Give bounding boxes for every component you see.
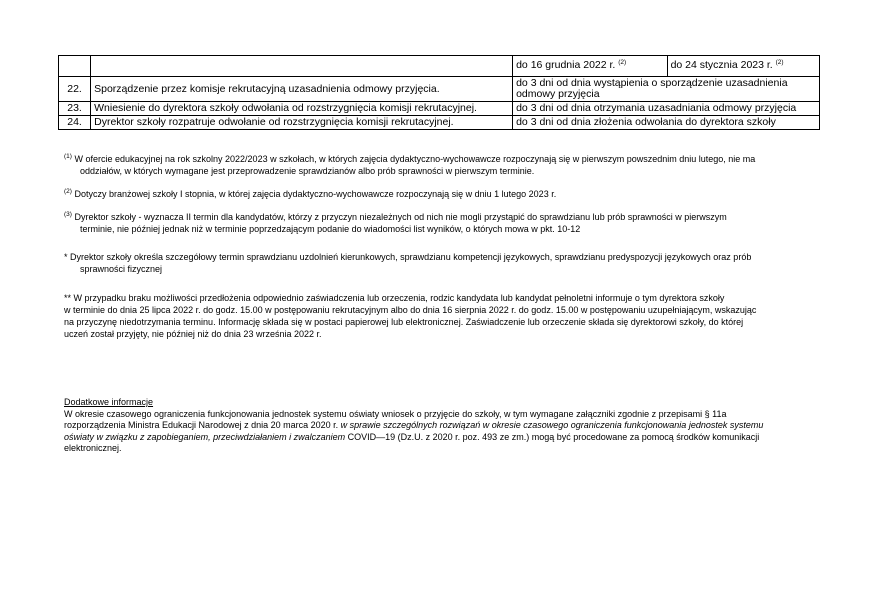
regulation-title: oświaty w związku z zapobieganiem, przeciwdziałaniem i zwalczaniem xyxy=(64,431,346,442)
footnote-text: terminie, nie później jednak niż w terminie poprzedzającym podanie do wiadomości list wyników, o których mowa w pkt. 10-12 xyxy=(80,224,581,234)
footnote-text: na przyczynę niedotrzymania terminu. Informację składa się w postaci papierowej lub elektronicznej. Zaświadczenie lub orzeczenie składa się dyrektorowi szkoły, do której xyxy=(64,317,744,327)
term-cell: do 3 dni od dnia złożenia odwołania do dyrektora szkoły xyxy=(513,116,820,130)
footnote-text: Dyrektor szkoły określa szczegółowy termin sprawdzianu uzdolnień kierunkowych, sprawdzianu kompetencji językowych, sprawdzianu predyspozycji językowych oraz prób xyxy=(70,252,752,262)
row-number-cell: 23. xyxy=(59,102,91,116)
footnote-mark: (2) xyxy=(775,59,784,66)
description-cell: Sporządzenie przez komisje rekrutacyjną uzasadnienia odmowy przyjęcia. xyxy=(91,77,513,102)
term1-cell xyxy=(513,56,667,77)
footnote-mark: (3) xyxy=(64,211,72,218)
footnote-mark: (2) xyxy=(64,188,72,195)
term2-text: do 24 stycznia 2023 r. xyxy=(670,59,773,71)
footnote-2 xyxy=(64,186,812,200)
footnote-text: uczeń został przyjęty, nie później niż do dnia 23 września 2022 r. xyxy=(64,329,322,339)
additional-info-title: Dodatkowe informacje xyxy=(64,397,154,407)
footnote-text: sprawności fizycznej xyxy=(80,264,163,274)
term2-cell xyxy=(667,56,819,77)
footnote-3 xyxy=(64,209,812,235)
description-cell xyxy=(91,56,513,77)
description-cell: Wniesienie do dyrektora szkoły odwołania od rozstrzygnięcia komisji rekrutacyjnej. xyxy=(91,102,513,116)
footnote-text: Dotyczy branżowej szkoły I stopnia, w której zajęcia dydaktyczno-wychowawcze rozpoczynają się w dniu 1 lutego 2023 r. xyxy=(74,189,557,199)
footnote-text: Dyrektor szkoły - wyznacza II termin dla kandydatów, którzy z przyczyn niezależnych od nich nie mogli przystąpić do sprawdzianu lub prób sprawności w pierwszym xyxy=(74,212,727,222)
description-cell: Dyrektor szkoły rozpatruje odwołanie od rozstrzygnięcia komisji rekrutacyjnej. xyxy=(91,116,513,130)
table-row xyxy=(59,116,820,130)
row-number-cell: 22. xyxy=(59,77,91,102)
additional-info-text: rozporządzenia Ministra Edukacji Narodowej z dnia 20 marca 2020 r. xyxy=(64,420,339,430)
footnote-text: w terminie do dnia 25 lipca 2022 r. do godz. 15.00 w postępowaniu rekrutacyjnym albo do dnia 16 sierpnia 2022 r. do godz. 15.00 w postępowaniu uzupełniającym, wskazując xyxy=(64,305,757,315)
footnote-double-asterisk xyxy=(64,292,812,340)
table-row xyxy=(59,56,820,77)
schedule-table xyxy=(58,55,820,130)
term1-text: do 16 grudnia 2022 r. xyxy=(516,59,616,71)
footnote-mark: (1) xyxy=(64,153,72,160)
regulation-title: w sprawie szczególnych rozwiązań w okresie czasowego ograniczenia funkcjonowania jednostek systemu xyxy=(338,420,764,430)
term-cell: do 3 dni od dnia wystąpienia o sporządzenie uzasadnienia odmowy przyjęcia xyxy=(513,77,820,102)
footnote-text: W przypadku braku możliwości przedłożenia odpowiednio zaświadczenia lub orzeczenia, rodzic kandydata lub kandydat pełnoletni informuje o tym dyrektora szkoły xyxy=(73,293,725,303)
additional-info-text: elektronicznej. xyxy=(64,443,122,453)
footnote-asterisk xyxy=(64,251,812,275)
additional-info-text: W okresie czasowego ograniczenia funkcjonowania jednostek systemu oświaty wniosek o przyjęcie do szkoły, w tym wymagane załączniki zgodnie z przepisami § 11a xyxy=(64,408,727,419)
table-row xyxy=(59,77,820,102)
footnote-mark: ** xyxy=(64,293,72,303)
footnote-mark: (2) xyxy=(618,59,627,66)
row-number-cell: 24. xyxy=(59,116,91,130)
footnote-mark: * xyxy=(64,252,68,262)
table-row xyxy=(59,102,820,116)
footnote-text: oddziałów, w których wymagane jest przeprowadzenie sprawdzianów albo prób sprawności w pierwszym terminie. xyxy=(80,166,535,176)
footnote-1 xyxy=(64,151,812,177)
footnote-text: W ofercie edukacyjnej na rok szkolny 2022/2023 w szkołach, w których zajęcia dydaktyczno-wychowawcze rozpoczynają się w pierwszym powszednim dniu lutego, nie ma xyxy=(74,154,756,164)
row-number-cell xyxy=(59,56,91,77)
term-cell: do 3 dni od dnia otrzymania uzasadniania odmowy przyjęcia xyxy=(513,102,820,116)
additional-info xyxy=(64,397,812,455)
additional-info-text: COVID—19 (Dz.U. z 2020 r. poz. 493 ze zm.) mogą być procedowane za pomocą środków komunikacji xyxy=(345,431,760,442)
